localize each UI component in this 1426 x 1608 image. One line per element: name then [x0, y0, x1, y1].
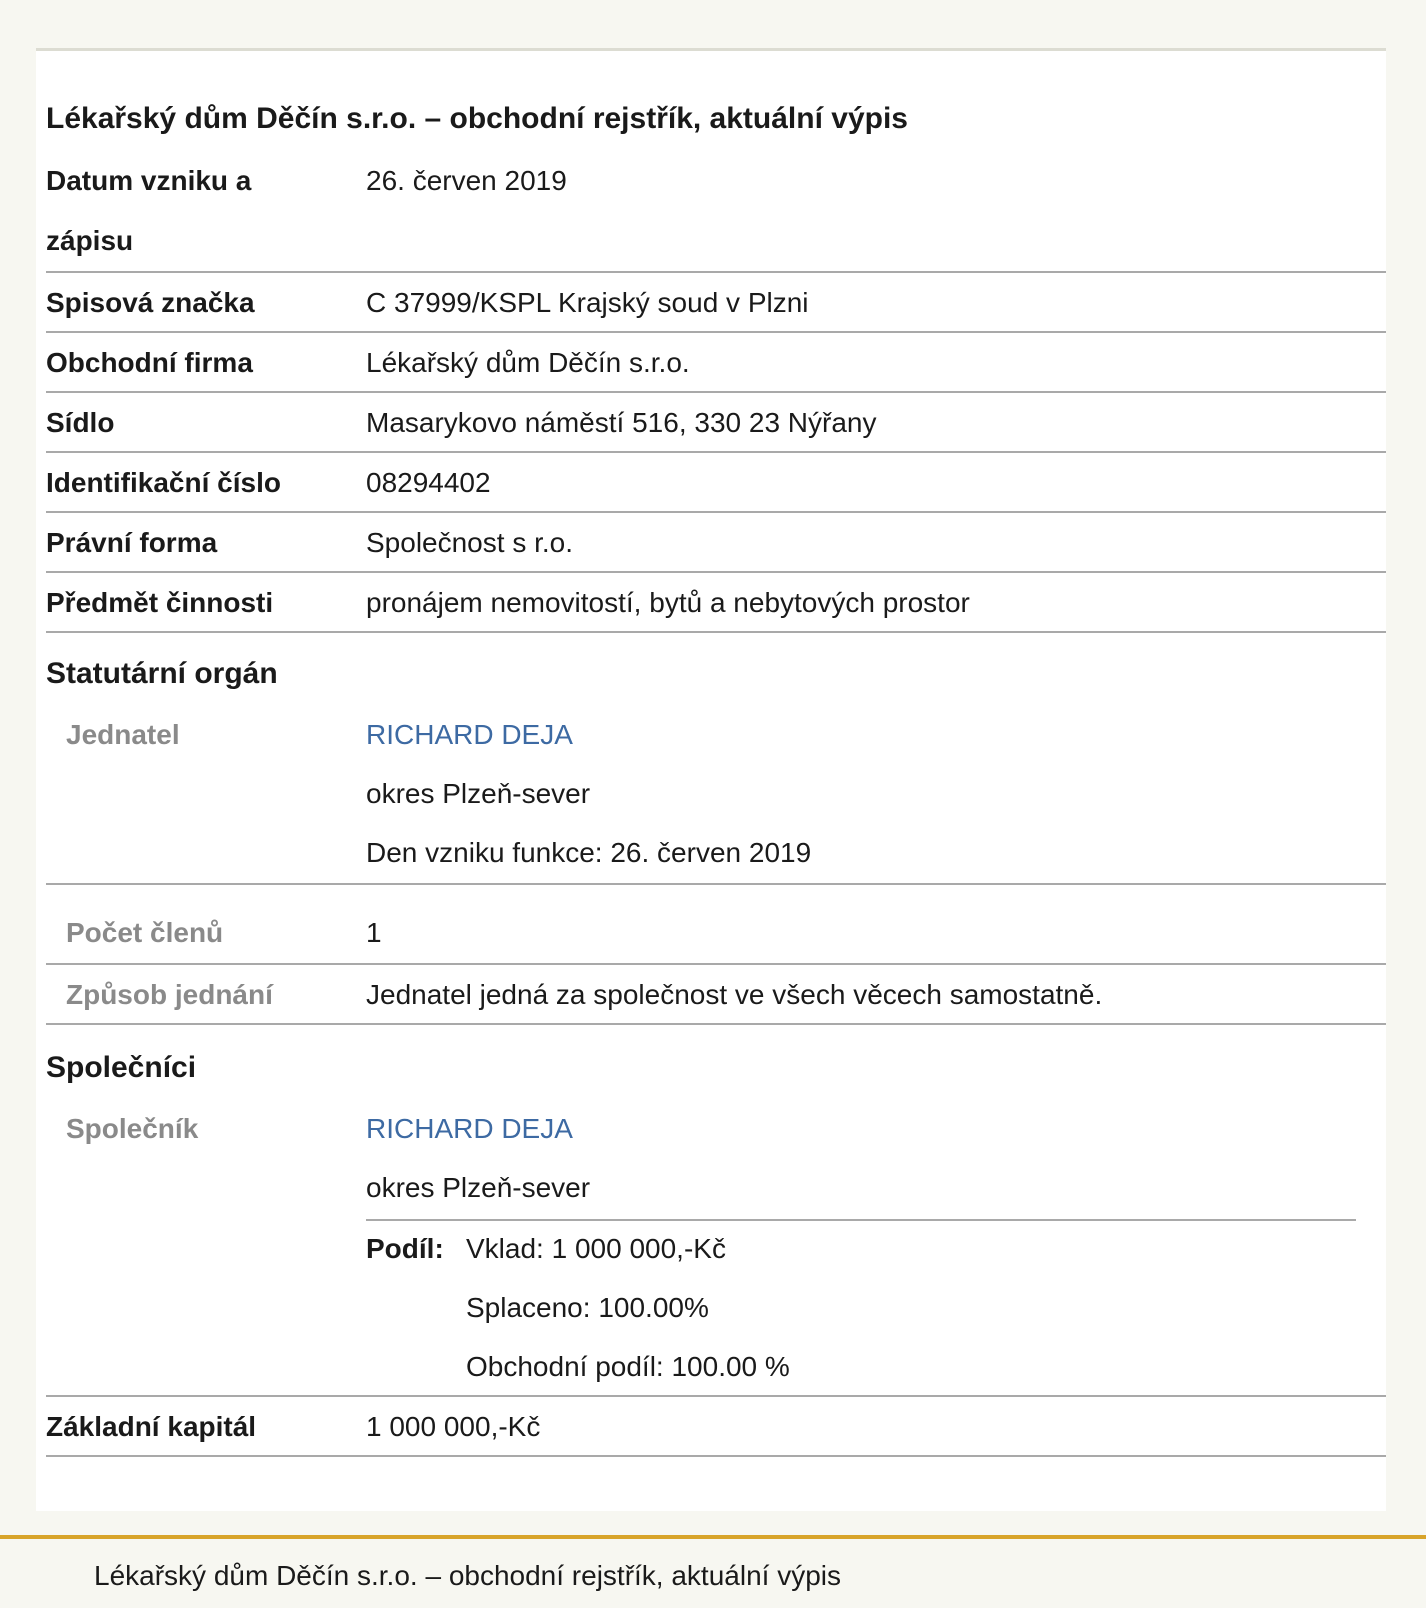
footer-divider [0, 1535, 1426, 1539]
row-value: Masarykovo náměstí 516, 330 23 Nýřany [366, 407, 877, 438]
row-zakladni-kapital [46, 1397, 1386, 1457]
jednatel-name-link[interactable]: RICHARD DEJA [366, 719, 573, 750]
row-label-continued: zápisu [46, 225, 134, 256]
spolecnik-name-link[interactable]: RICHARD DEJA [366, 1113, 573, 1144]
spolecnik-okres: okres Plzeň-sever [366, 1172, 591, 1203]
row-pocet-clenu [46, 885, 1386, 965]
row-obchodni-firma [46, 333, 1386, 393]
row-label: Způsob jednání [66, 979, 273, 1010]
row-value: 1 000 000,-Kč [366, 1411, 541, 1442]
page-title: Lékařský dům Děčín s.r.o. – obchodní rejstřík, aktuální výpis [46, 102, 908, 135]
row-label: Identifikační číslo [46, 467, 281, 498]
row-value: C 37999/KSPL Krajský soud v Plzni [366, 287, 809, 318]
jednatel-okres: okres Plzeň-sever [366, 778, 591, 809]
podil-label: Podíl: [366, 1233, 444, 1264]
row-label: Společník [66, 1113, 199, 1144]
jednatel-funkce: Den vzniku funkce: 26. červen 2019 [366, 837, 812, 868]
row-value: 1 [366, 917, 382, 948]
row-spisova-znacka [46, 273, 1386, 333]
row-label: Jednatel [66, 719, 180, 750]
row-pravni-forma [46, 513, 1386, 573]
row-value: 26. červen 2019 [366, 165, 567, 196]
row-spolecnik [46, 1099, 1386, 1397]
podil-obchodni: Obchodní podíl: 100.00 % [466, 1351, 790, 1382]
row-jednatel [46, 705, 1386, 885]
row-label: Datum vzniku a [46, 165, 252, 196]
row-value: Společnost s r.o. [366, 527, 574, 558]
row-label: Předmět činnosti [46, 587, 274, 618]
podil-splaceno: Splaceno: 100.00% [466, 1292, 709, 1323]
footer-title: Lékařský dům Děčín s.r.o. – obchodní rejstřík, aktuální výpis [94, 1560, 842, 1591]
row-label: Obchodní firma [46, 347, 253, 378]
row-label: Sídlo [46, 407, 115, 438]
row-value: Jednatel jedná za společnost ve všech věcech samostatně. [366, 979, 1103, 1010]
row-label: Počet členů [66, 917, 224, 948]
row-value: 08294402 [366, 467, 491, 498]
row-sidlo [46, 393, 1386, 453]
row-identifikacni-cislo [46, 453, 1386, 513]
row-label: Právní forma [46, 527, 218, 558]
row-datum-vzniku [46, 151, 1386, 273]
row-value: Lékařský dům Děčín s.r.o. [366, 347, 690, 378]
row-predmet-cinnosti [46, 573, 1386, 633]
row-value: pronájem nemovitostí, bytů a nebytových prostor [366, 587, 970, 618]
row-label: Základní kapitál [46, 1411, 257, 1442]
register-extract-card [36, 48, 1386, 1511]
podil-vklad: Vklad: 1 000 000,-Kč [466, 1233, 726, 1264]
row-label: Spisová značka [46, 287, 255, 318]
row-zpusob-jednani [46, 965, 1386, 1025]
section-heading-spolecnici: Společníci [46, 1051, 197, 1084]
section-heading-statutarni: Statutární orgán [46, 657, 278, 690]
